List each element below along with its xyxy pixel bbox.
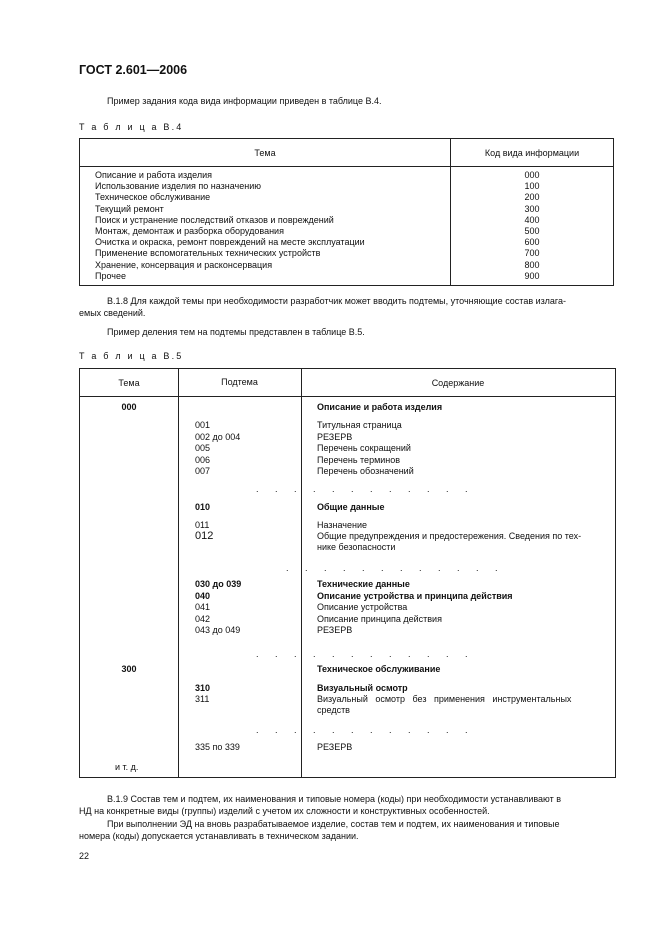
document-header: ГОСТ 2.601—2006 [79, 63, 188, 77]
table4-theme: Техническое обслуживание [95, 192, 211, 203]
theme-code: 300 [121, 664, 137, 674]
subtopic-content: нике безопасности [317, 542, 396, 552]
table-b4 [79, 138, 614, 286]
subtopic-content: Перечень терминов [317, 454, 401, 465]
ellipsis-dots: . . . . . . . . . . . . [256, 649, 475, 659]
content-heading: Техническое обслуживание [317, 664, 441, 674]
paragraph-b19-line1: В.1.9 Состав тем и подтем, их наименования и типовые номера (коды) при необходимости устанавливают в [107, 794, 561, 804]
page-number: 22 [79, 851, 90, 861]
subtopic-code: 011 [195, 520, 210, 530]
paragraph-b19-line3: При выполнении ЭД на вновь разрабатываемое изделие, состав тем и подтем, их наименования и типовые [107, 819, 560, 829]
subtopic-content: Титульная страница [317, 420, 402, 430]
subtopic-code: 001 [195, 420, 211, 430]
subtopic-content: РЕЗЕРВ [317, 431, 353, 442]
table4-code: 300 [524, 203, 540, 214]
table5-caption: Т а б л и ц а В.5 [79, 351, 184, 361]
subtopic-code: 005 [195, 443, 211, 453]
table4-theme: Хранение, консервация и расконсервация [95, 259, 273, 270]
subtopic-content: Визуальный осмотр без применения инструментальных [317, 694, 572, 704]
table4-code: 600 [524, 237, 540, 248]
table5-header-sub: Подтема [221, 377, 258, 387]
subtopic-content: Технические данные [317, 579, 410, 589]
intro-paragraph: Пример задания кода вида информации приведен в таблице В.4. [107, 96, 382, 106]
ellipsis-dots: . . . . . . . . . . . . [286, 563, 505, 573]
subtopic-content: Описание принципа действия [317, 613, 442, 624]
subtopic-content: РЕЗЕРВ [317, 625, 353, 635]
table4-code: 200 [524, 192, 540, 203]
subtopic-content: РЕЗЕРВ [317, 742, 353, 752]
table4-caption: Т а б л и ц а В.4 [79, 122, 184, 132]
table4-code: 500 [524, 226, 540, 237]
etc-label: и т. д. [115, 762, 139, 772]
table4-theme: Поиск и устранение последствий отказов и повреждений [95, 214, 334, 225]
subtopic-code: 335 по 339 [195, 742, 240, 752]
table5-header-divider [80, 396, 615, 397]
theme-code: 000 [121, 402, 137, 412]
ellipsis-dots: . . . . . . . . . . . . [256, 484, 475, 494]
paragraph-b18-line3: Пример деления тем на подтемы представлен в таблице В.5. [107, 327, 365, 337]
subtopic-code: 010 [195, 502, 211, 512]
table5-header-theme: Тема [118, 378, 140, 388]
table4-code: 700 [524, 248, 540, 259]
subtopic-code: 311 [195, 694, 210, 704]
table4-theme: Использование изделия по назначению [95, 181, 261, 192]
table4-theme: Применение вспомогательных технических устройств [95, 248, 321, 259]
subtopic-code: 012 [195, 530, 214, 542]
subtopic-content: Назначение [317, 520, 368, 530]
table4-code: 400 [524, 214, 540, 225]
content-heading: Описание и работа изделия [317, 402, 443, 412]
subtopic-content: Описание устройства и принципа действия [317, 591, 513, 601]
subtopic-code: 002 до 004 [195, 431, 241, 442]
table4-theme: Прочее [95, 270, 126, 281]
table4-theme-cell [80, 167, 451, 286]
table4-code: 100 [524, 181, 540, 192]
table5-col-divider [178, 369, 179, 777]
table4-code: 900 [524, 270, 540, 281]
subtopic-content: Общие данные [317, 502, 385, 512]
subtopic-code: 310 [195, 683, 211, 693]
table4-code-cell [451, 167, 614, 286]
table4-code: 800 [524, 259, 540, 270]
ellipsis-dots: . . . . . . . . . . . . [256, 725, 475, 735]
subtopic-code: 006 [195, 454, 211, 465]
table4-theme: Текущий ремонт [95, 203, 164, 214]
table4-theme: Монтаж, демонтаж и разборка оборудования [95, 226, 284, 237]
paragraph-b18-line1: В.1.8 Для каждой темы при необходимости разработчик может вводить подтемы, уточняющие состав излага- [107, 296, 566, 306]
table4-theme: Описание и работа изделия [95, 170, 213, 180]
subtopic-code: 042 [195, 613, 211, 624]
table4-theme: Очистка и окраска, ремонт повреждений на месте эксплуатации [95, 237, 365, 248]
subtopic-code: 030 до 039 [195, 579, 242, 589]
paragraph-b19-line4: номера (коды) допускается устанавливать в техническом задании. [79, 831, 359, 841]
paragraph-b19-line2: НД на конкретные виды (группы) изделий с учетом их сложности и конструктивных особенностей. [79, 806, 490, 816]
subtopic-content: средств [317, 705, 350, 715]
subtopic-code: 040 [195, 591, 211, 601]
subtopic-content: Перечень обозначений [317, 466, 414, 476]
paragraph-b18-line2: емых сведений. [79, 308, 146, 318]
table5-header-content: Содержание [431, 378, 485, 388]
table-b5 [79, 368, 616, 778]
subtopic-content: Общие предупреждения и предостережения. Сведения по тех- [317, 531, 582, 541]
subtopic-code: 007 [195, 466, 211, 476]
subtopic-content: Визуальный осмотр [317, 683, 408, 693]
table5-col-divider [301, 369, 302, 777]
subtopic-content: Описание устройства [317, 602, 408, 612]
table4-header-code: Код вида информации [451, 139, 614, 167]
table4-code: 000 [524, 170, 540, 180]
subtopic-code: 043 до 049 [195, 625, 241, 635]
table4-header-theme: Тема [80, 139, 451, 167]
subtopic-content: Перечень сокращений [317, 443, 411, 453]
subtopic-code: 041 [195, 602, 211, 612]
